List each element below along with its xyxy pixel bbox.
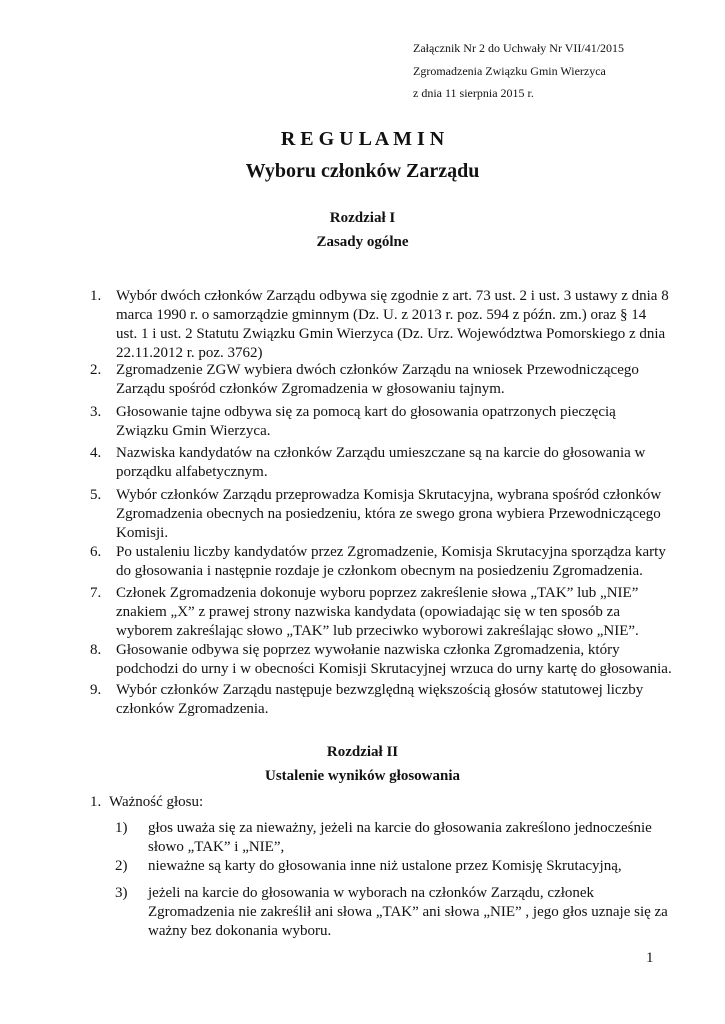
item-text-line: Zgromadzenia obecnych na posiedzeniu, która ze swego grona wybiera Przewodniczącego <box>116 506 661 522</box>
item-text-line: znakiem „X” z prawej strony nazwiska kandydata (opowiadając się w ten sposób za <box>116 604 620 620</box>
list-item <box>90 361 639 399</box>
item-text-line: członków Zgromadzenia. <box>116 701 269 717</box>
list-item <box>115 857 622 876</box>
item-text-line: Członek Zgromadzenia dokonuje wyboru poprzez zakreślenie słowa „TAK” lub „NIE” <box>116 585 639 601</box>
item-text-line: ust. 1 i ust. 2 Statutu Związku Gmin Wierzyca (Dz. Urz. Województwa Pomorskiego z dnia <box>116 326 666 342</box>
item-number: 2) <box>115 858 128 874</box>
list-item <box>90 403 616 441</box>
item-text: Ważność głosu: <box>109 794 204 810</box>
item-number: 2. <box>90 362 102 378</box>
item-number: 8. <box>90 642 102 658</box>
item-text-line: Związku Gmin Wierzyca. <box>116 423 271 439</box>
item-text-line: 22.11.2012 r. poz. 3762) <box>116 345 263 361</box>
item-number: 3. <box>90 404 102 420</box>
item-number: 4. <box>90 445 102 461</box>
item-number: 3) <box>115 885 128 901</box>
item-number: 5. <box>90 487 102 503</box>
list-item <box>90 543 666 581</box>
item-text-line: głos uważa się za nieważny, jeżeli na karcie do głosowania zakreślono jednocześnie <box>148 820 652 836</box>
item-text-line: Po ustaleniu liczby kandydatów przez Zgromadzenie, Komisja Skrutacyjna sporządza karty <box>116 544 666 560</box>
item-number: 1) <box>115 820 128 836</box>
item-text-line: Wybór dwóch członków Zarządu odbywa się zgodnie z art. 73 ust. 2 i ust. 3 ustawy z dnia 8 <box>116 288 669 304</box>
item-text-line: słowo „TAK” i „NIE”, <box>148 839 285 855</box>
item-text-line: jeżeli na karcie do głosowania w wyborach na członków Zarządu, członek <box>148 885 595 901</box>
item-text-line: wyborem zakreślając słowo „TAK” lub przeciwko wyborowi zakreślając słowo „NIE”. <box>116 623 639 639</box>
item-number: 1. <box>90 288 102 304</box>
list-item <box>90 793 203 812</box>
list-item <box>90 444 645 482</box>
document-subtitle: Wyboru członków Zarządu <box>245 160 480 182</box>
list-item <box>90 584 639 641</box>
list-item <box>90 641 672 679</box>
item-number: 7. <box>90 585 102 601</box>
list-item <box>90 287 669 363</box>
item-text-line: Zgromadzenia nie zakreślił ani słowa „TAK” ani słowa „NIE” , jego głos uznaje się za <box>148 904 668 920</box>
item-text-line: porządku alfabetycznym. <box>116 464 268 480</box>
chapter-heading: Rozdział II <box>326 744 399 760</box>
item-text-line: Głosowanie odbywa się poprzez wywołanie nazwiska członka Zgromadzenia, który <box>116 642 620 658</box>
item-text-line: Zgromadzenie ZGW wybiera dwóch członków Zarządu na wniosek Przewodniczącego <box>116 362 639 378</box>
item-text-line: podchodzi do urny i w obecności Komisji Skrutacyjnej wrzuca do urny kartę do głosowania. <box>116 661 672 677</box>
chapter-subheading: Ustalenie wyników głosowania <box>264 768 461 784</box>
item-text-line: ważny bez dokonania wyboru. <box>148 923 332 939</box>
list-item <box>115 884 668 941</box>
item-text-line: Głosowanie tajne odbywa się za pomocą kart do głosowania opatrzonych pieczęcią <box>116 404 616 420</box>
list-item <box>90 486 661 543</box>
page-number: 1 <box>646 950 654 966</box>
item-text-line: marca 1990 r. o samorządzie gminnym (Dz. U. z 2013 r. poz. 594 z późn. zm.) oraz § 14 <box>116 307 647 323</box>
document-title: R E G U L A M I N <box>280 128 445 150</box>
item-number: 6. <box>90 544 102 560</box>
item-text-line: Wybór członków Zarządu następuje bezwzględną większością głosów statutowej liczby <box>116 682 644 698</box>
header-line: Zgromadzenia Związku Gmin Wierzyca <box>413 64 606 78</box>
item-text-line: Wybór członków Zarządu przeprowadza Komisja Skrutacyjna, wybrana spośród członków <box>116 487 662 503</box>
list-item <box>115 819 652 857</box>
header-line: z dnia 11 sierpnia 2015 r. <box>413 86 534 100</box>
item-number: 1. <box>90 794 102 810</box>
item-text-line: Komisji. <box>116 525 169 541</box>
header-line: Załącznik Nr 2 do Uchwały Nr VII/41/2015 <box>413 41 625 55</box>
item-text-line: do głosowania i następnie rozdaje je członkom obecnym na posiedzeniu Zgromadzenia. <box>116 563 643 579</box>
chapter-subheading: Zasady ogólne <box>316 234 409 250</box>
item-text-line: nieważne są karty do głosowania inne niż ustalone przez Komisję Skrutacyjną, <box>148 858 622 874</box>
chapter-heading: Rozdział I <box>329 210 396 226</box>
item-text-line: Nazwiska kandydatów na członków Zarządu umieszczane są na karcie do głosowania w <box>116 445 646 461</box>
list-item <box>90 681 643 719</box>
item-number: 9. <box>90 682 102 698</box>
item-text-line: Zarządu spośród członków Zgromadzenia w głosowaniu tajnym. <box>116 381 505 397</box>
